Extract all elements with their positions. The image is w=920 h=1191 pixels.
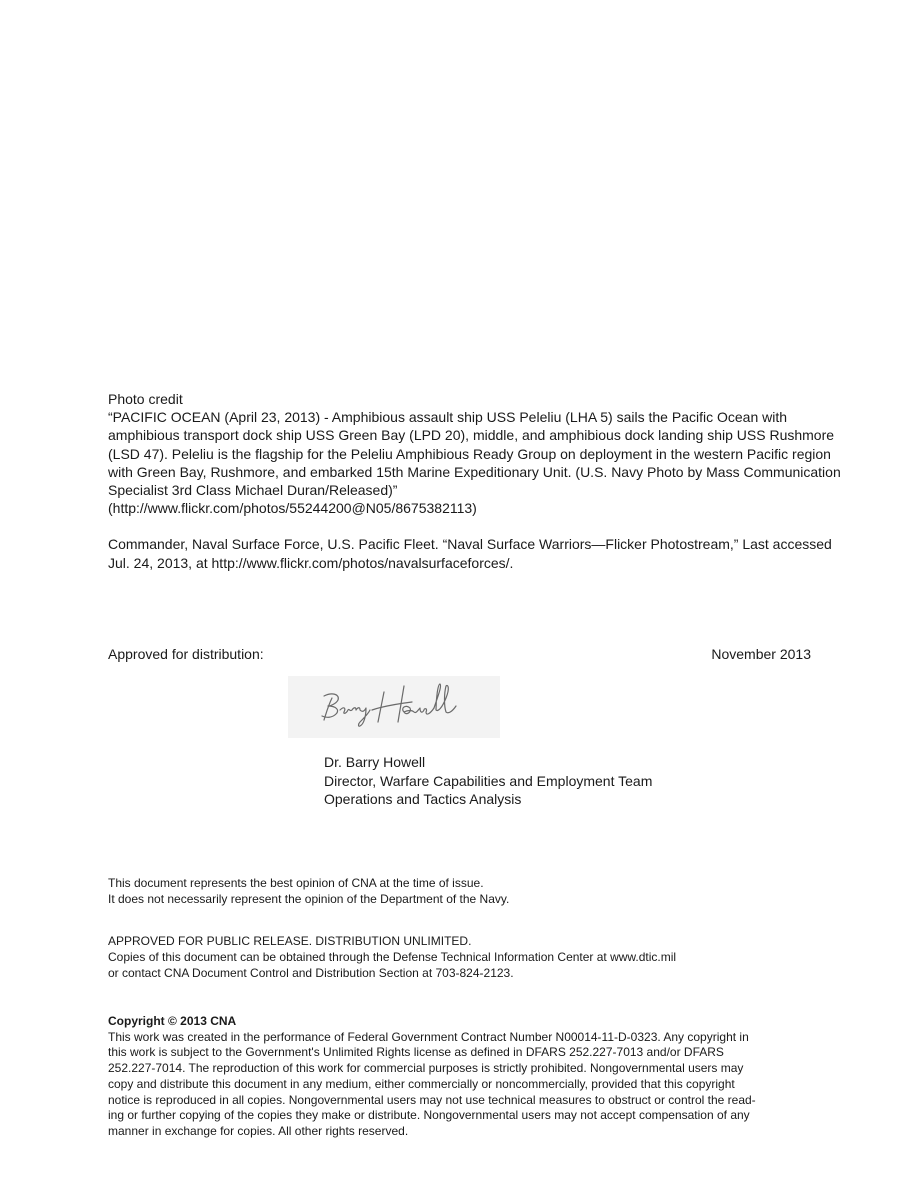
copyright-line: This work was created in the performance of Federal Government Contract Number N00014-11-D-0323. Any copyright in (108, 1029, 749, 1044)
photo-credit-caption: “PACIFIC OCEAN (April 23, 2013) - Amphibious assault ship USS Peleliu (LHA 5) sails the Pacific Ocean with amphibious transport dock ship USS Green Bay (LPD 20), middle, and amphibious dock landing ship USS Rushmore (LSD 47). Peleliu is the flagship for the Peleliu Amphibious Ready Group on deployment in the western Pacific region with Green Bay, Rushmore, and embarked 15th Marine Expeditionary Unit. (U.S. Navy Photo by Mass Communication Specialist 3rd Class Michael Duran/Released)” (108, 409, 841, 499)
approval-row (108, 645, 811, 663)
copyright-line: 252.227-7014. The reproduction of this work for commercial purposes is strictly prohibited. Nongovernmental users may (108, 1061, 744, 1076)
release-line: APPROVED FOR PUBLIC RELEASE. DISTRIBUTION UNLIMITED. (108, 934, 472, 948)
copyright-line: manner in exchange for copies. All other rights reserved. (108, 1123, 409, 1138)
signer-block (324, 753, 652, 809)
photo-credit-source: Commander, Naval Surface Force, U.S. Pacific Fleet. “Naval Surface Warriors—Flicker Photostream,” Last accessed Jul. 24, 2013, at http://www.flickr.com/photos/navalsurfaceforces/. (108, 536, 832, 571)
copyright-line: copy and distribute this document in any medium, either commercially or noncommercially, provided that this copyright (108, 1076, 735, 1091)
signer-org: Operations and Tactics Analysis (324, 791, 522, 807)
copyright-line: ing or further copying of the copies they make or distribute. Nongovernmental users may not accept compensation of any (108, 1108, 750, 1123)
approval-date: November 2013 (711, 646, 811, 662)
photo-credit-heading: Photo credit (108, 391, 183, 407)
copyright-heading: Copyright © 2013 CNA (108, 1014, 237, 1028)
copyright-line: this work is subject to the Government's Unlimited Rights license as defined in DFARS 252.227-7013 and/or DFARS (108, 1045, 724, 1060)
signature-image (288, 676, 500, 738)
approval-label: Approved for distribution: (108, 646, 264, 662)
copyright-notice (108, 1014, 820, 1140)
release-line: or contact CNA Document Control and Distribution Section at 703-824-2123. (108, 966, 514, 980)
signer-name: Dr. Barry Howell (324, 754, 426, 770)
release-line: Copies of this document can be obtained through the Defense Technical Information Center at www.dtic.mil (108, 950, 677, 964)
photo-credit-url: (http://www.flickr.com/photos/55244200@N05/8675382113) (108, 500, 477, 517)
copyright-line: notice is reproduced in all copies. Nongovernmental users may not use technical measures to obstruct or control the read- (108, 1092, 756, 1107)
opinion-line: This document represents the best opinion of CNA at the time of issue. (108, 876, 484, 890)
opinion-line: It does not necessarily represent the opinion of the Department of the Navy. (108, 891, 510, 906)
signer-title: Director, Warfare Capabilities and Employment Team (324, 772, 653, 789)
photo-credit-section (108, 390, 848, 572)
signature-icon (288, 676, 500, 738)
release-statement (108, 933, 676, 981)
opinion-disclaimer (108, 876, 509, 907)
